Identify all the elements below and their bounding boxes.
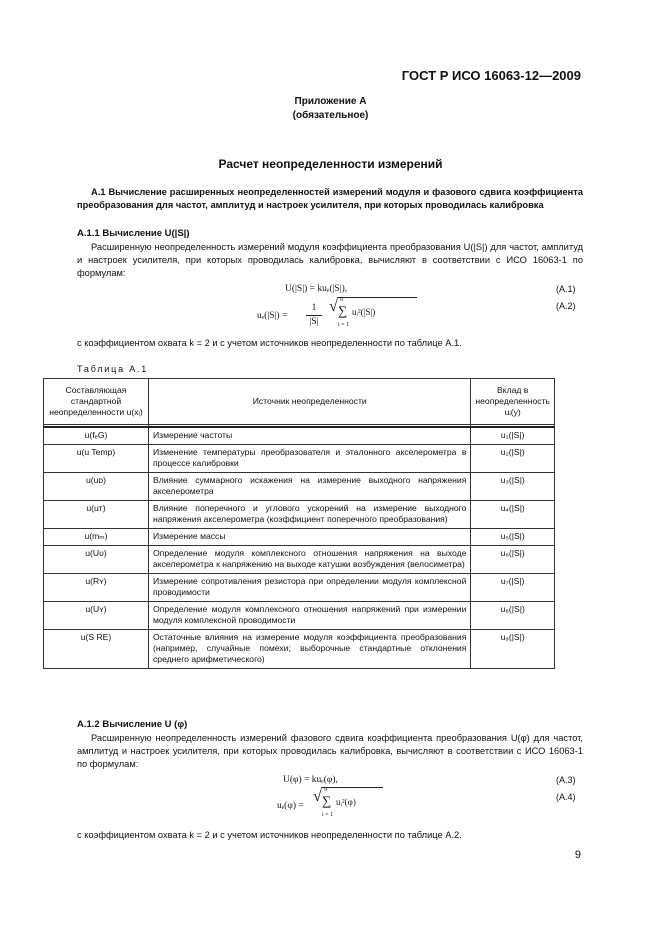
formula-a2-term: uᵢ²(|S|) (352, 307, 376, 317)
table-row (44, 529, 555, 546)
table-cell: u₇(|S|) (471, 574, 555, 602)
uncertainty-table (43, 378, 555, 669)
table-row (44, 427, 555, 445)
a11-coverage: с коэффициентом охвата k = 2 и с учетом источников неопределенности по таблице А.1. (77, 338, 462, 348)
table-cell: Влияние суммарного искажения на измерение выходного напряжения акселерометра (149, 473, 471, 501)
formula-a2-sum-bottom: i = 1 (338, 322, 350, 328)
a12-paragraph: Расширенную неопределенность измерений фазового сдвига коэффициента преобразования U(φ) для частот, амплитуд и настроек усилителя, при которых проводилась калибровка, вычисляют в соответствии с ИСО 16063-1 по формулам: (77, 733, 583, 769)
table-cell: u₁(|S|) (471, 427, 555, 445)
a12-heading: А.1.2 Вычисление U (φ) (77, 719, 188, 730)
table-cell: u₃(|S|) (471, 473, 555, 501)
formula-a4-left: uₑ(φ) = (277, 801, 304, 811)
table-cell: Влияние поперечного и углового ускорений на измерение выходного напряжения акселерометра (коэффициент поперечного преобразования) (149, 501, 471, 529)
fraction-bar (306, 315, 322, 316)
a1-heading: А.1 Вычисление расширенных неопределенностей измерений модуля и фазового сдвига коэффициента преобразования для частот, амплитуд и настроек усилителя, при которых проводилась калибровка (77, 187, 583, 210)
table-row (44, 574, 555, 602)
a11-paragraph: Расширенную неопределенность измерений модуля коэффициента преобразования U(|S|) для частот, амплитуд и настроек усилителя, при которых проводилась калибровка, вычисляют в соответствии с ИСО 16063-1 по формулам: (77, 242, 583, 278)
sigma-icon: ∑ (322, 793, 332, 808)
table-cell: u(S RE) (44, 630, 149, 669)
table-row (44, 445, 555, 473)
table-cell: Измерение частоты (149, 427, 471, 445)
standard-header: ГОСТ Р ИСО 16063-12—2009 (401, 68, 581, 83)
table-cell: Определение модуля комплексного отношения напряжения на выходе акселерометра к напряжению на выходе катушки возбуждения (велосиметра) (149, 546, 471, 574)
table-cell: u₅(|S|) (471, 529, 555, 546)
formula-a4 (277, 787, 397, 825)
formula-a2 (257, 297, 417, 335)
page-number: 9 (574, 849, 581, 861)
table-cell: u₆(|S|) (471, 546, 555, 574)
formula-a4-sum-bottom: i = 1 (322, 812, 334, 818)
table-cell: u(Uʏ) (44, 602, 149, 630)
radical-bar (321, 787, 383, 788)
radical-icon: √ (313, 788, 322, 805)
table-cell: u(uᴅ) (44, 473, 149, 501)
section-title: Расчет неопределенности измерений (218, 157, 443, 171)
table-cell: Изменение температуры преобразователя и эталонного акселерометра в процессе калибровки (149, 445, 471, 473)
table-cell: u₈(|S|) (471, 602, 555, 630)
table-cell: Измерение сопротивления резистора при определении модуля комплексной проводимости (149, 574, 471, 602)
appendix-title: Приложение А (294, 96, 367, 107)
formula-a4-term: uᵢ²(φ) (336, 797, 356, 807)
table-cell: Определение модуля комплексного отношения напряжений при измерении модуля комплексной проводимости (149, 602, 471, 630)
table-header-contribution: Вклад в неопределенность uᵢ(y) (471, 379, 555, 425)
appendix-status: (обязательное) (292, 110, 369, 121)
formula-a4-sum-top: 9 (324, 787, 327, 793)
radical-bar (337, 297, 417, 298)
table-cell: u(u Temp) (44, 445, 149, 473)
table-row (44, 501, 555, 529)
a12-coverage: с коэффициентом охвата k = 2 и с учетом источников неопределенности по таблице А.2. (77, 830, 462, 840)
table-cell: Измерение массы (149, 529, 471, 546)
formula-a3-number: (A.3) (556, 775, 576, 785)
table-cell: u(fₑG) (44, 427, 149, 445)
table-cell: u₉(|S|) (471, 630, 555, 669)
formula-a2-left: uₑ(|S|) = (257, 311, 288, 321)
table-row (44, 473, 555, 501)
sigma-icon: ∑ (338, 303, 348, 318)
table-cell: u₂(|S|) (471, 445, 555, 473)
table-cell: u(Rʏ) (44, 574, 149, 602)
table-row (44, 602, 555, 630)
radical-icon: √ (329, 298, 338, 315)
table-header-row (44, 379, 555, 425)
a11-heading: А.1.1 Вычисление U(|S|) (77, 228, 190, 239)
formula-a2-numerator: 1 (311, 303, 317, 313)
table-cell: u(mₘ) (44, 529, 149, 546)
formula-a2-denominator: |S| (309, 317, 319, 327)
table-row (44, 630, 555, 669)
table-caption: Таблица А.1 (77, 364, 149, 374)
formula-a1: U(|S|) = kuₑ(|S|), (285, 284, 348, 294)
table-cell: u(Uᴜ) (44, 546, 149, 574)
formula-a1-number: (A.1) (556, 284, 576, 294)
formula-a2-number: (A.2) (556, 301, 576, 311)
table-cell: Остаточные влияния на измерение модуля коэффициента преобразования (например, случайные помехи; выборочные стандартные отклонения среднего арифметического) (149, 630, 471, 669)
table-header-component: Составляющая стандартной неопределенности u(xᵢ) (44, 379, 149, 425)
table-header-source: Источник неопределенности (149, 379, 471, 425)
table-cell: u(uᴛ) (44, 501, 149, 529)
formula-a3: U(φ) = kuₑ(φ), (283, 775, 338, 785)
table-cell: u₄(|S|) (471, 501, 555, 529)
formula-a4-number: (A.4) (556, 792, 576, 802)
formula-a2-sum-top: 9 (340, 297, 343, 303)
table-row (44, 546, 555, 574)
